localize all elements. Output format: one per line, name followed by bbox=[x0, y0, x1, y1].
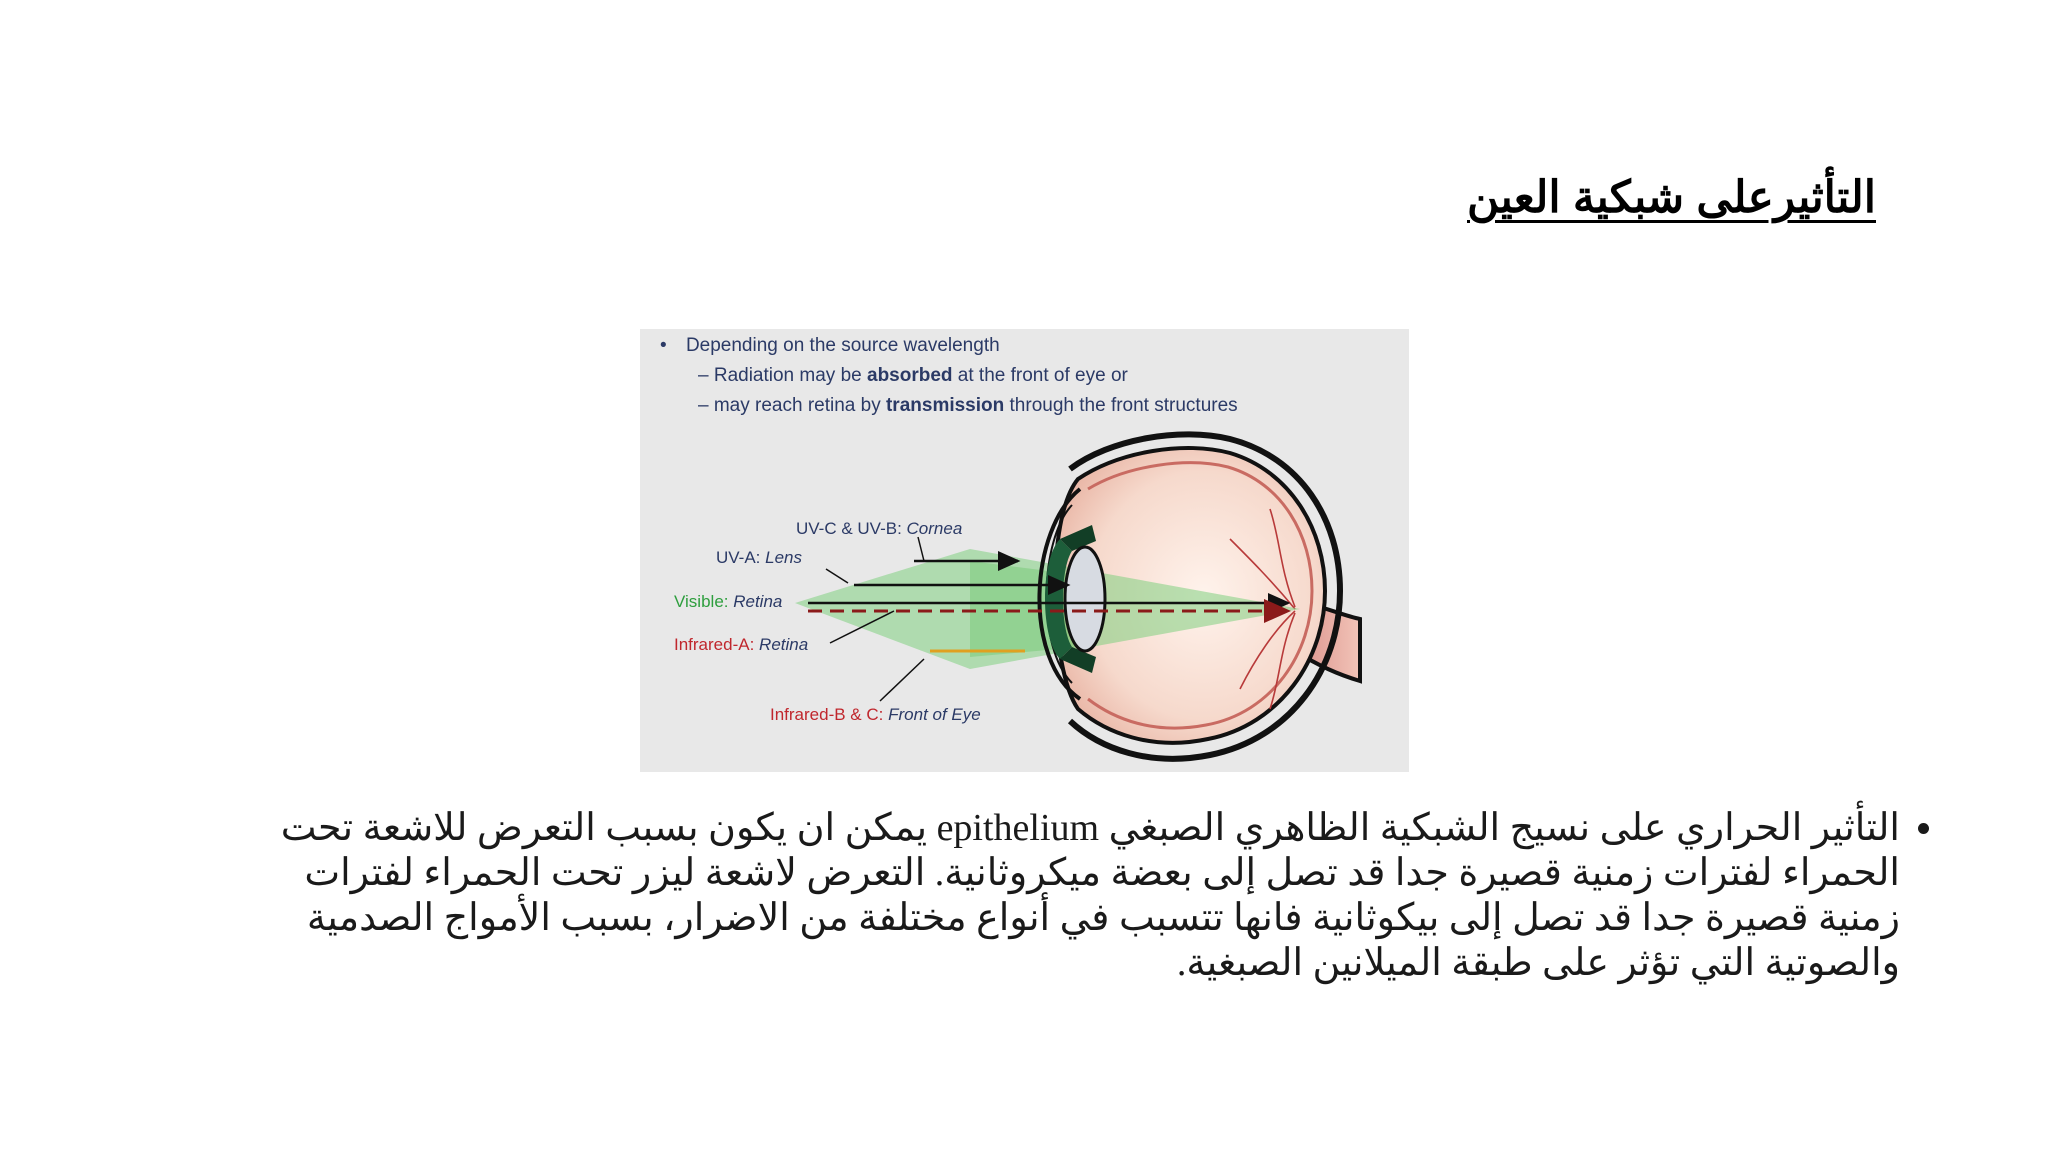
label-ira-target: Retina bbox=[759, 635, 809, 654]
caption-line-3-prefix: – may reach retina by bbox=[698, 395, 886, 416]
caption-line-2-prefix: – Radiation may be bbox=[698, 365, 867, 386]
caption-line-1: Depending on the source wavelength bbox=[685, 335, 1000, 356]
label-uva-target: Lens bbox=[765, 548, 802, 567]
leader-irb bbox=[880, 659, 924, 701]
label-uvc-uvb bbox=[796, 519, 962, 539]
label-infrared-bc bbox=[770, 705, 981, 725]
caption-bullet: • bbox=[660, 335, 667, 356]
leader-uvc bbox=[918, 537, 924, 561]
label-uvc-target: Cornea bbox=[906, 519, 963, 538]
label-uvc-band: UV-C & UV-B: bbox=[796, 519, 907, 538]
lens bbox=[1065, 547, 1105, 651]
label-ira-band: Infrared-A: bbox=[674, 635, 760, 654]
caption-line-3-bold: transmission bbox=[885, 395, 1005, 416]
label-infrared-a bbox=[674, 635, 808, 655]
bullet-term: epithelium bbox=[936, 807, 1100, 849]
caption-line-3-suffix: through the front structures bbox=[1004, 395, 1238, 416]
bullet-item bbox=[228, 806, 1900, 986]
bullet-text-1: التأثير الحراري على نسيج الشبكية الظاهري الصبغي bbox=[1099, 807, 1900, 849]
slide-title: التأثيرعلى شبكية العين bbox=[1467, 173, 1876, 222]
label-uva-band: UV-A: bbox=[716, 548, 766, 567]
bullet-text-2: يمكن ان يكون بسبب التعرض للاشعة تحت الحمراء لفترات زمنية قصيرة جدا قد تصل إلى بعضة ميكروثانية. التعرض لاشعة ليزر تحت الحمراء لفترات زمنية قصيرة جدا قد تصل إلى بيكوثانية فانها تتسبب في أنواع مختلفة من الاضرار، بسبب الأمواج الصدمية والصوتية التي تؤثر على طبقة الميلانين الصبغية. bbox=[280, 807, 1900, 984]
caption-line-2-suffix: at the front of eye or bbox=[952, 365, 1128, 386]
label-irb-target: Front of Eye bbox=[888, 705, 981, 724]
bullet-list bbox=[228, 806, 1948, 986]
slide-body bbox=[228, 806, 1948, 986]
label-visible-band: Visible: bbox=[674, 592, 734, 611]
caption-line-2-bold: absorbed bbox=[867, 365, 953, 386]
eye-radiation-figure bbox=[640, 329, 1409, 772]
label-visible-target: Retina bbox=[733, 592, 783, 611]
label-visible bbox=[674, 592, 782, 612]
label-uva bbox=[716, 548, 802, 568]
label-irb-band: Infrared-B & C: bbox=[770, 705, 889, 724]
leader-uva bbox=[826, 569, 848, 583]
